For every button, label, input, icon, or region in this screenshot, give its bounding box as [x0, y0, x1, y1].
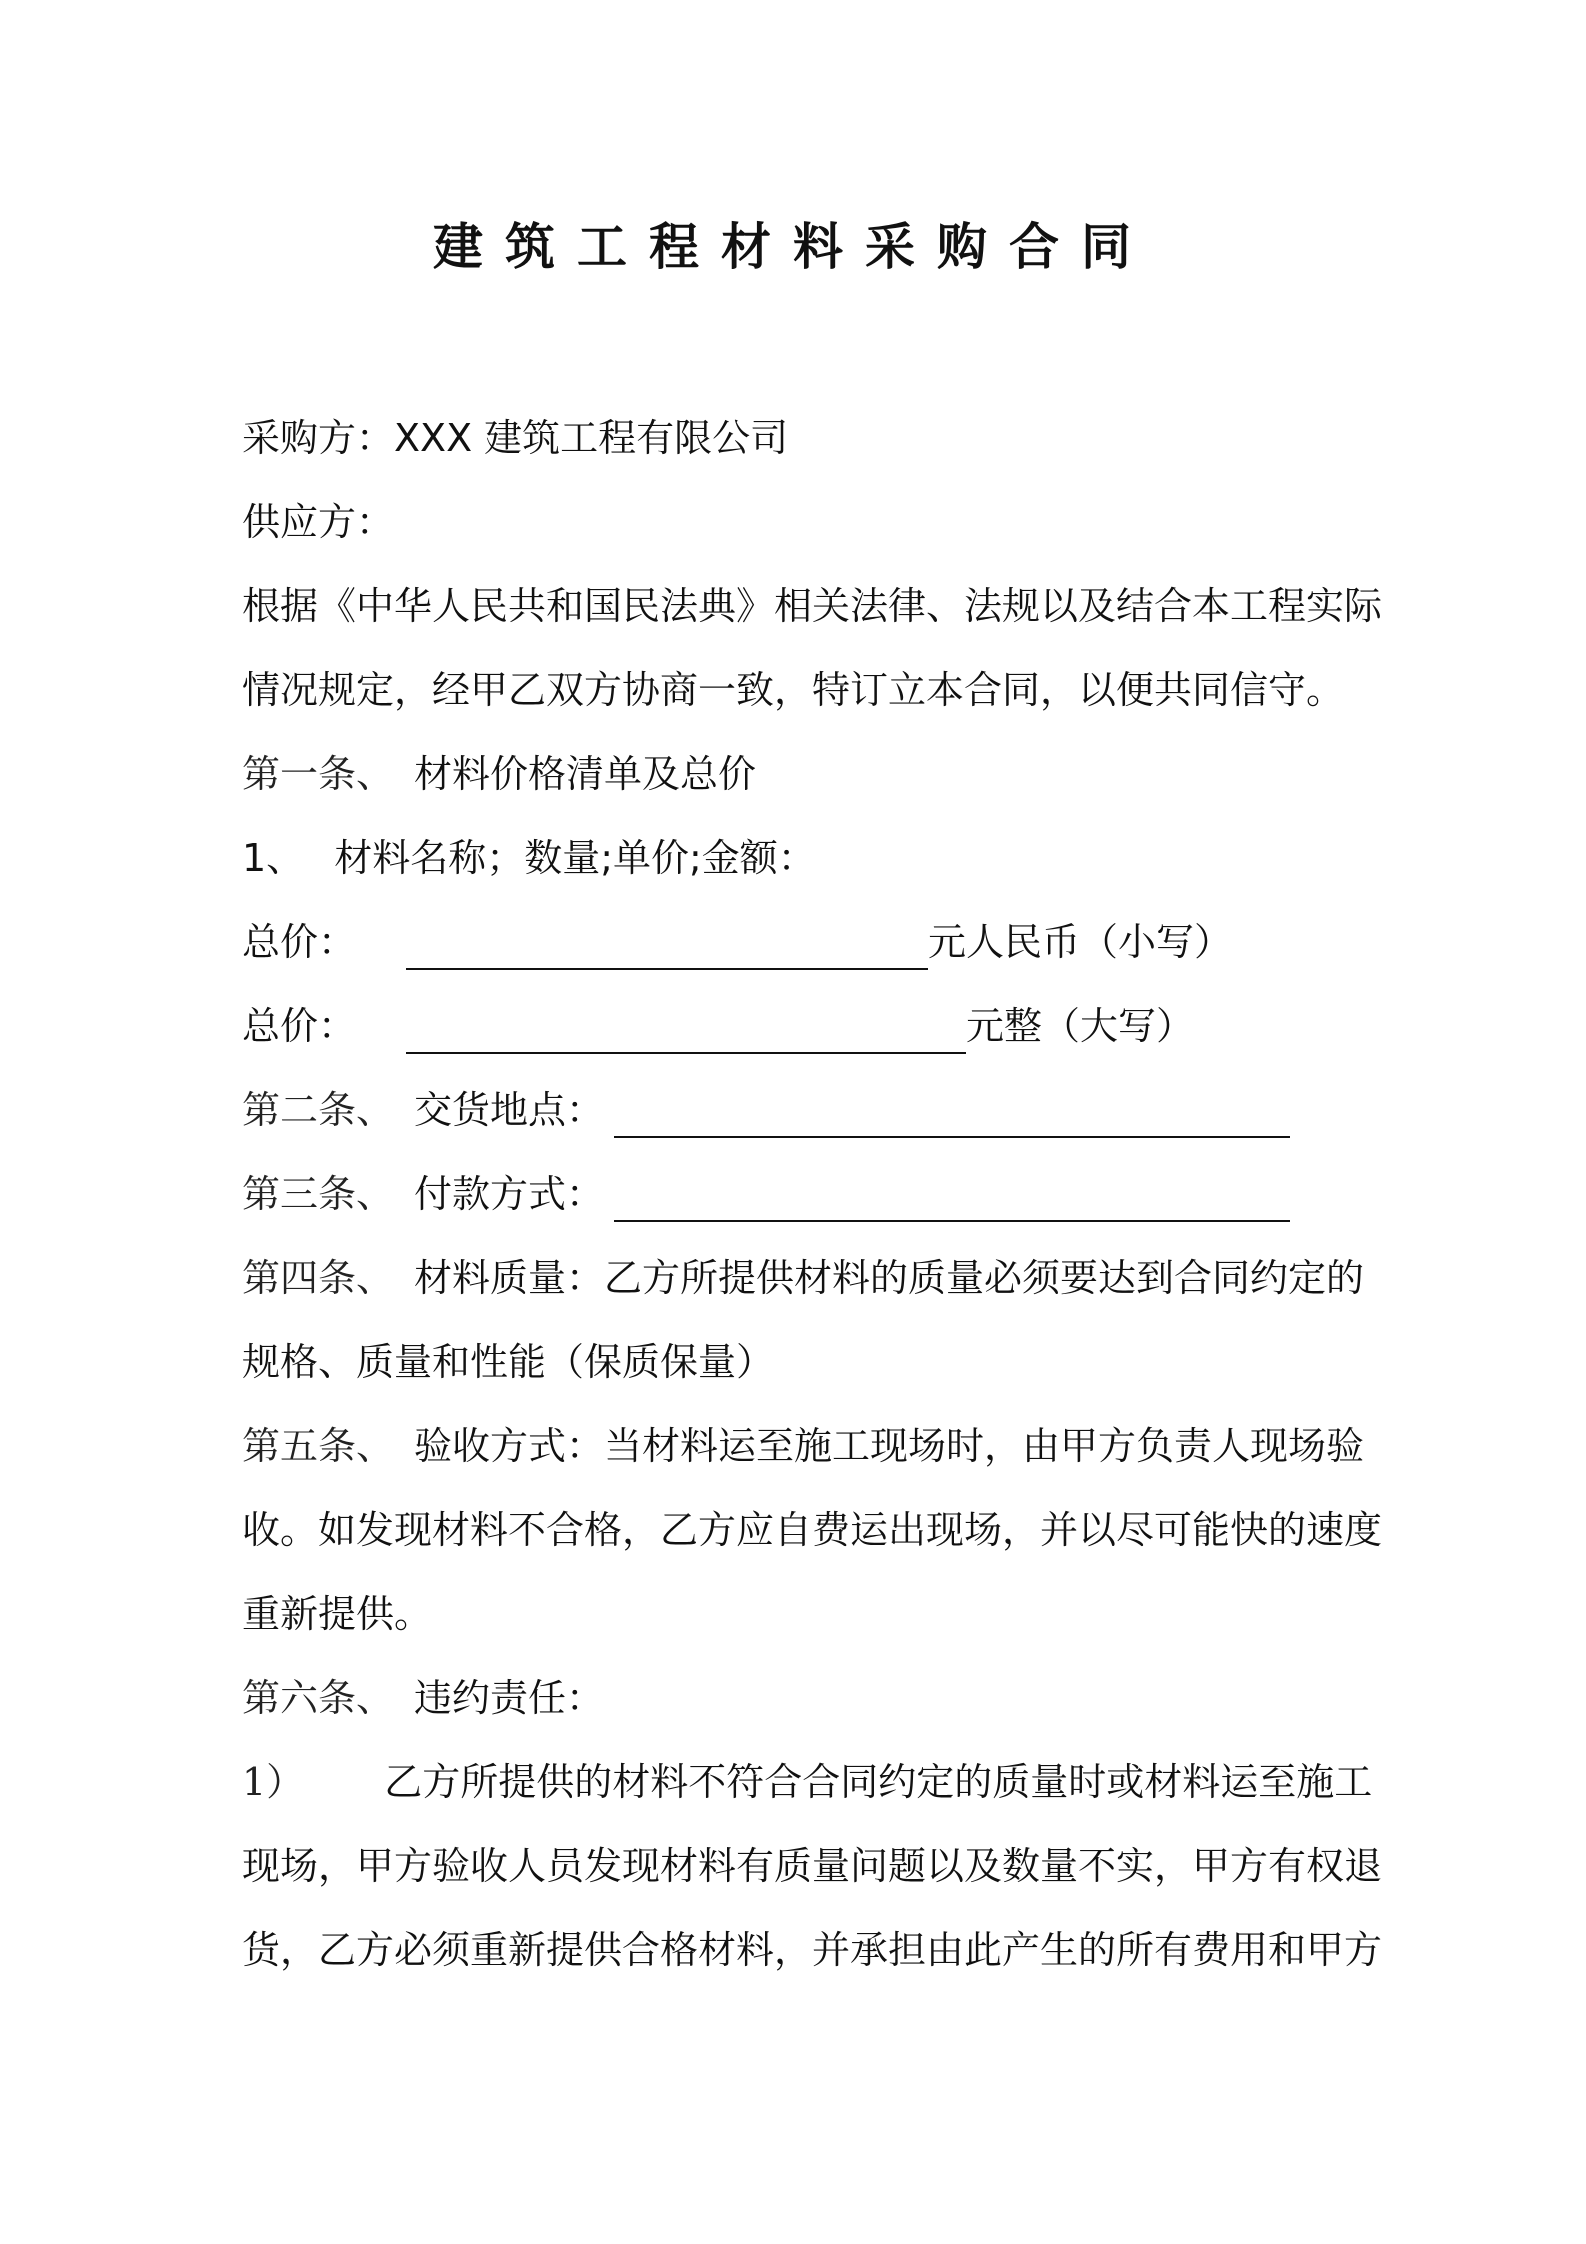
article-3-label: 第三条、: [242, 1172, 395, 1216]
total-small-line: [242, 914, 1232, 970]
total-big-line: [242, 998, 1194, 1054]
total-big-suffix: 元整（大写）: [966, 1004, 1195, 1048]
article-4-text: 材料质量：乙方所提供材料的质量必须要达到合同约定的: [414, 1256, 1365, 1300]
article-4-label: 第四条、: [242, 1256, 395, 1300]
preamble-line-1: 根据《中华人民共和国民法典》相关法律、法规以及结合本工程实际: [242, 584, 1383, 628]
article-4: [242, 1250, 1364, 1306]
article-1-text: 材料价格清单及总价: [414, 752, 757, 796]
item-1-number: 1、: [242, 836, 305, 880]
article-5-text: 验收方式：当材料运至施工现场时，由甲方负责人现场验: [414, 1424, 1365, 1468]
article-3-text: 付款方式：: [414, 1172, 605, 1216]
payment-method-blank[interactable]: [614, 1180, 1290, 1222]
article-5-label: 第五条、: [242, 1424, 395, 1468]
article-2: [242, 1082, 1290, 1138]
total-small-blank[interactable]: [406, 928, 928, 970]
article-2-text: 交货地点：: [414, 1088, 605, 1132]
article-5-continuation-1: 收。如发现材料不合格，乙方应自费运出现场，并以尽可能快的速度: [242, 1508, 1383, 1552]
clause-1: [242, 1754, 1372, 1810]
clause-1-continuation-1: 现场，甲方验收人员发现材料有质量问题以及数量不实，甲方有权退: [242, 1844, 1383, 1888]
article-4-continuation: 规格、质量和性能（保质保量）: [242, 1340, 775, 1384]
item-1-text: 材料名称；数量;单价;金额：: [334, 836, 816, 880]
article-5-continuation-2: 重新提供。: [242, 1592, 433, 1636]
total-small-label: 总价：: [242, 920, 357, 964]
article-6-text: 违约责任：: [414, 1676, 605, 1720]
delivery-location-blank[interactable]: [614, 1096, 1290, 1138]
article-3: [242, 1166, 1290, 1222]
clause-1-text: 乙方所提供的材料不符合合同约定的质量时或材料运至施工: [384, 1760, 1373, 1804]
article-6-label: 第六条、: [242, 1676, 395, 1720]
article-1-label: 第一条、: [242, 752, 395, 796]
purchaser-line: 采购方：XXX 建筑工程有限公司: [242, 416, 789, 460]
supplier-line: 供应方：: [242, 500, 395, 544]
article-2-label: 第二条、: [242, 1088, 395, 1132]
preamble-line-2: 情况规定，经甲乙双方协商一致，特订立本合同，以便共同信守。: [242, 668, 1345, 712]
article-5: [242, 1418, 1364, 1474]
total-small-suffix: 元人民币（小写）: [928, 920, 1233, 964]
document-title: 建筑工程材料采购合同: [433, 218, 1153, 276]
total-big-blank[interactable]: [406, 1012, 966, 1054]
item-1: [242, 830, 816, 886]
clause-1-number: 1）: [242, 1760, 305, 1804]
clause-1-continuation-2: 货，乙方必须重新提供合格材料，并承担由此产生的所有费用和甲方: [242, 1928, 1383, 1972]
article-1: [242, 746, 756, 802]
article-6: [242, 1670, 604, 1726]
total-big-label: 总价：: [242, 1004, 357, 1048]
